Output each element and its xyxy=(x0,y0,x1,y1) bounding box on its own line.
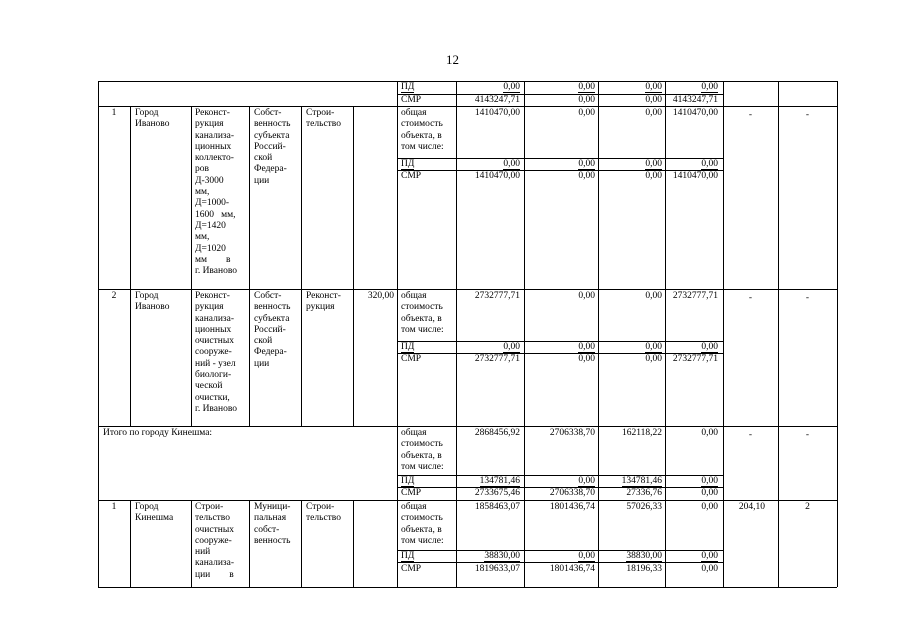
cell: 0,00 xyxy=(701,488,718,498)
object-cell: Реконст- рукция канализа- ционных коллекто- ров Д-3000 мм, Д=1000- 1600 мм, Д=1420 мм, Д=1020 мм в г. Иваново xyxy=(195,108,238,277)
cell: 0,00 xyxy=(578,82,595,92)
cell: 0,00 xyxy=(578,159,595,169)
pd-label: ПД xyxy=(401,476,415,486)
work-type-cell: Строи- тельство xyxy=(306,502,341,524)
cell: 0,00 xyxy=(578,354,595,364)
cell: 0,00 xyxy=(578,108,595,118)
cell: 0,00 xyxy=(645,171,662,181)
cell: 0,00 xyxy=(503,342,520,352)
rule-h xyxy=(98,289,837,290)
rule-v xyxy=(301,106,302,427)
total-label: общая стоимость объекта, в том числе: xyxy=(401,108,444,152)
cell: 1801436,74 xyxy=(549,502,595,512)
cell: 0,00 xyxy=(701,342,718,352)
pd-label: ПД xyxy=(401,82,415,92)
cell: 4143247,71 xyxy=(474,95,520,105)
cell: 1858463,07 xyxy=(474,502,520,512)
cell: 0,00 xyxy=(701,82,718,92)
rule-v xyxy=(353,106,354,427)
cell: 0,00 xyxy=(645,291,662,301)
cell: 0,00 xyxy=(701,564,718,574)
cell: 0,00 xyxy=(701,476,718,486)
pd-label: ПД xyxy=(401,159,415,169)
cell: 162118,22 xyxy=(621,428,662,438)
pd-label: ПД xyxy=(401,342,415,352)
cell: 38830,00 xyxy=(484,551,520,561)
cell: 0,00 xyxy=(503,159,520,169)
ownership-cell: Собст- венность субъекта Россий- ской Федера- ции xyxy=(254,291,291,369)
cell: 0,00 xyxy=(503,82,520,92)
smr-label: СМР xyxy=(401,171,422,181)
row-number: 2 xyxy=(111,291,117,301)
cell: 0,00 xyxy=(645,342,662,352)
cell: 0,00 xyxy=(578,342,595,352)
cell: 134781,46 xyxy=(479,476,520,486)
cell: 0,00 xyxy=(578,171,595,181)
cell: 0,00 xyxy=(701,428,718,438)
extra-value: 204,10 xyxy=(738,502,765,512)
rule-v xyxy=(837,81,838,587)
cell: 0,00 xyxy=(645,95,662,105)
cell: 2706338,70 xyxy=(549,428,595,438)
row-number: 1 xyxy=(111,502,117,512)
total-label: общая стоимость объекта, в том числе: xyxy=(401,428,444,472)
cell: 0,00 xyxy=(701,159,718,169)
cell: 1819633,07 xyxy=(474,564,520,574)
rule-h xyxy=(98,426,837,427)
cell: 0,00 xyxy=(578,476,595,486)
cell: 0,00 xyxy=(645,108,662,118)
cell: 1410470,00 xyxy=(672,171,718,181)
extra-value: 2 xyxy=(805,502,810,512)
dash: - xyxy=(805,110,810,120)
page-number: 12 xyxy=(446,52,459,67)
cell: 57026,33 xyxy=(626,502,662,512)
cell: 0,00 xyxy=(645,82,662,92)
cell: 1410470,00 xyxy=(474,108,520,118)
dash: - xyxy=(748,430,753,440)
object-cell: Строи- тельство очистных сооруже- ний канализа- ции в xyxy=(195,502,235,580)
cell: 0,00 xyxy=(578,291,595,301)
object-cell: Реконст- рукция канализа- ционных очистных сооруже- ний - узел биологи- ческой очистки, г. Иваново xyxy=(195,291,238,414)
cell: 0,00 xyxy=(645,159,662,169)
cell: 0,00 xyxy=(578,95,595,105)
cell: 0,00 xyxy=(645,354,662,364)
dash: - xyxy=(805,430,810,440)
rule-v xyxy=(353,500,354,587)
ownership-cell: Муници- пальная собст- венность xyxy=(254,502,291,546)
cell: 2706338,70 xyxy=(549,488,595,498)
cell: 4143247,71 xyxy=(672,95,718,105)
rule-v xyxy=(301,500,302,587)
row-number: 1 xyxy=(111,108,117,118)
total-label: общая стоимость объекта, в том числе: xyxy=(401,291,444,335)
rule-v xyxy=(191,500,192,587)
smr-label: СМР xyxy=(401,354,422,364)
cell: 0,00 xyxy=(578,551,595,561)
cell: 2732777,71 xyxy=(672,291,718,301)
smr-label: СМР xyxy=(401,564,422,574)
cell: 38830,00 xyxy=(626,551,662,561)
city-cell: Город Кинешма xyxy=(135,502,174,524)
dash: - xyxy=(805,293,810,303)
rule-v xyxy=(130,106,131,427)
total-label: общая стоимость объекта, в том числе: xyxy=(401,502,444,546)
cell: 1410470,00 xyxy=(672,108,718,118)
rule-v xyxy=(397,81,398,587)
rule-v xyxy=(130,500,131,587)
cell: 2868456,92 xyxy=(474,428,520,438)
work-type-cell: Строи- тельство xyxy=(306,108,341,130)
rule-h xyxy=(98,500,837,501)
cell: 0,00 xyxy=(701,551,718,561)
capacity-cell: 320,00 xyxy=(367,291,394,301)
pd-label: ПД xyxy=(401,551,415,561)
rule-h xyxy=(98,587,837,588)
city-cell: Город Иваново xyxy=(135,108,170,130)
cell: 2732777,71 xyxy=(474,291,520,301)
rule-v xyxy=(249,500,250,587)
smr-label: СМР xyxy=(401,95,422,105)
cell: 0,00 xyxy=(701,502,718,512)
rule-v xyxy=(249,106,250,427)
dash: - xyxy=(748,110,753,120)
smr-label: СМР xyxy=(401,488,422,498)
cell: 27336,76 xyxy=(626,488,662,498)
cell: 2733675,46 xyxy=(474,488,520,498)
city-cell: Город Иваново xyxy=(135,291,170,313)
cell: 2732777,71 xyxy=(672,354,718,364)
subtotal-label: Итого по городу Кинешма: xyxy=(103,428,213,438)
cell: 134781,46 xyxy=(621,476,662,486)
cell: 1801436,74 xyxy=(549,564,595,574)
rule-v xyxy=(191,106,192,427)
cell: 18196,33 xyxy=(626,564,662,574)
work-type-cell: Реконст- рукция xyxy=(306,291,341,313)
dash: - xyxy=(748,293,753,303)
ownership-cell: Собст- венность субъекта Россий- ской Федера- ции xyxy=(254,108,291,186)
cell: 2732777,71 xyxy=(474,354,520,364)
cell: 1410470,00 xyxy=(474,171,520,181)
